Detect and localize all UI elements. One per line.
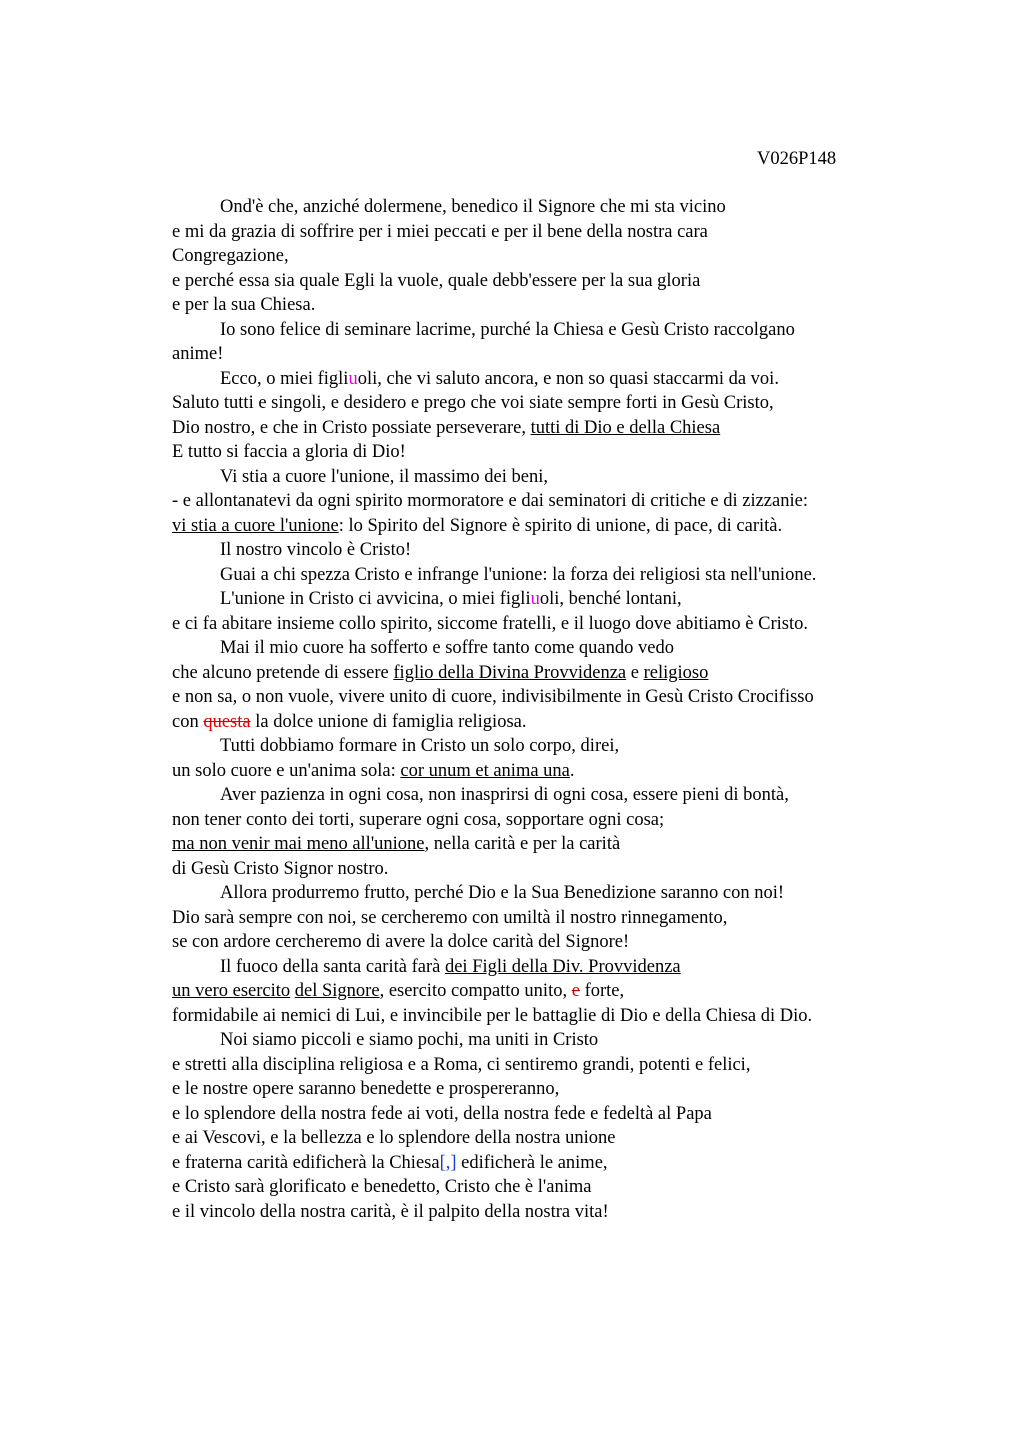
text-line [172,391,992,416]
text-line [172,342,992,367]
text-segment: Il fuoco della santa carità farà [220,956,445,977]
text-line [172,759,992,784]
underlined-text: vi stia a cuore l'unione [172,515,339,536]
text-segment: e per la sua Chiesa. [172,295,316,315]
text-line [172,269,992,294]
text-segment: oli, che vi saluto ancora, e non so quasi staccarmi da voi. [357,368,779,389]
inserted-punctuation: [,] [439,1152,457,1173]
text-segment: che alcuno pretende di essere [172,662,394,683]
text-segment: Congregazione, [172,246,289,266]
underlined-text: un vero esercito [172,981,291,1001]
text-segment: : lo Spirito del Signore è spirito di unione, di pace, di carità. [338,515,783,536]
text-segment: Guai a chi spezza Cristo e infrange l'unione: la forza dei religiosi sta nell'unione. [220,564,817,585]
text-segment: . [569,760,575,781]
text-segment: Saluto tutti e singoli, e desidero e prego che voi siate sempre forti in Gesù Cristo, [172,393,774,413]
text-line [172,612,992,637]
inserted-letter: u [348,368,358,389]
text-segment: Allora produrremo frutto, perché Dio e la Sua Benedizione saranno con noi! [220,883,785,903]
underlined-text: religioso [643,662,709,683]
deleted-text: e [571,981,580,1001]
text-line [172,1053,992,1078]
text-line [172,979,992,1004]
underlined-text: dei Figli della Div. Provvidenza [444,956,681,977]
text-line [172,220,992,245]
document-body [172,195,992,1224]
text-line [172,636,992,661]
text-line [172,318,992,343]
text-segment: Tutti dobbiamo formare in Cristo un solo corpo, direi, [220,736,620,756]
text-line [172,955,992,980]
inserted-letter: u [530,589,540,609]
text-segment: Dio nostro, e che in Cristo possiate perseverare, [172,417,531,438]
text-line [172,1175,992,1200]
text-segment: e ci fa abitare insieme collo spirito, siccome fratelli, e il luogo dove abitiamo è Cristo. [172,613,809,634]
text-segment: con [172,711,204,732]
text-segment: e le nostre opere saranno benedette e prospereranno, [172,1079,560,1099]
text-line [172,465,992,490]
text-segment: formidabile ai nemici di Lui, e invincibile per le battaglie di Dio e della Chiesa di Dio. [172,1005,813,1026]
text-line [172,538,992,563]
text-segment: e [626,662,644,683]
text-segment: e fraterna carità edificherà la Chiesa [172,1152,440,1173]
text-segment: Dio sarà sempre con noi, se cercheremo con umiltà il nostro rinnegamento, [172,907,728,928]
text-segment: Mai il mio cuore ha sofferto e soffre tanto come quando vedo [220,638,674,658]
page-id: V026P148 [757,149,837,169]
text-segment: e ai Vescovi, e la bellezza e lo splendore della nostra unione [172,1128,616,1148]
text-segment: L'unione in Cristo ci avvicina, o miei figli [220,589,531,609]
text-segment: la dolce unione di famiglia religiosa. [250,711,527,732]
underlined-text: figlio della Divina Provvidenza [393,662,627,683]
text-line [172,195,992,220]
text-segment: , esercito compatto unito, [379,981,572,1001]
text-segment: anime! [172,344,224,364]
text-line [172,587,992,612]
text-line [172,514,992,539]
text-line [172,1028,992,1053]
underlined-text: tutti di Dio e della Chiesa [530,417,721,438]
text-segment: e stretti alla disciplina religiosa e a Roma, ci sentiremo grandi, potenti e felici, [172,1054,751,1075]
text-segment: forte, [579,981,625,1001]
text-segment: e non sa, o non vuole, vivere unito di cuore, indivisibilmente in Gesù Cristo Crocifisso [172,687,814,707]
deleted-text: questa [203,711,251,732]
text-line [172,244,992,269]
text-segment: e lo splendore della nostra fede ai voti, della nostra fede e fedeltà al Papa [172,1103,712,1124]
text-segment: un solo cuore e un'anima sola: [172,760,401,781]
text-line [172,832,992,857]
text-segment: Il nostro vincolo è Cristo! [220,540,412,560]
text-line [172,1126,992,1151]
text-line [172,489,992,514]
text-segment: e mi da grazia di soffrire per i miei peccati e per il bene della nostra cara [172,221,708,242]
text-segment: edificherà le anime, [456,1152,608,1173]
text-line [172,563,992,588]
text-line [172,808,992,833]
text-segment: , nella carità e per la carità [424,834,621,854]
text-line [172,1200,992,1225]
text-line [172,710,992,735]
text-line [172,783,992,808]
text-segment: e Cristo sarà glorificato e benedetto, Cristo che è l'anima [172,1177,592,1197]
text-segment: e perché essa sia quale Egli la vuole, quale debb'essere per la sua gloria [172,270,701,291]
text-line [172,367,992,392]
text-line [172,416,992,441]
text-segment: se con ardore cercheremo di avere la dolce carità del Signore! [172,932,630,952]
underlined-text: cor unum et anima una [400,760,570,781]
text-line [172,293,992,318]
text-segment: E tutto si faccia a gloria di Dio! [172,442,406,462]
text-line [172,906,992,931]
text-segment: - e allontanatevi da ogni spirito mormoratore e dai seminatori di critiche e di zizzanie: [172,491,808,511]
text-line [172,440,992,465]
text-line [172,1077,992,1102]
text-line [172,857,992,882]
text-segment: non tener conto dei torti, superare ogni cosa, sopportare ogni cosa; [172,809,665,830]
text-segment: oli, benché lontani, [539,589,682,609]
underlined-text: del Signore [294,981,380,1001]
text-segment: e il vincolo della nostra carità, è il palpito della nostra vita! [172,1201,609,1222]
text-line [172,1102,992,1127]
text-line [172,734,992,759]
text-segment: Io sono felice di seminare lacrime, purché la Chiesa e Gesù Cristo raccolgano [220,319,795,340]
text-line [172,661,992,686]
text-segment: Ond'è che, anziché dolermene, benedico il Signore che mi sta vicino [220,197,726,217]
text-line [172,881,992,906]
underlined-text: ma non venir mai meno all'unione [172,834,425,854]
text-segment: Vi stia a cuore l'unione, il massimo dei beni, [220,466,548,487]
text-segment: Noi siamo piccoli e siamo pochi, ma uniti in Cristo [220,1030,599,1050]
text-segment: Ecco, o miei figli [220,368,349,389]
text-segment: di Gesù Cristo Signor nostro. [172,858,389,879]
text-line [172,685,992,710]
text-line [172,1151,992,1176]
text-line [172,930,992,955]
text-line [172,1004,992,1029]
text-segment: Aver pazienza in ogni cosa, non inasprirsi di ogni cosa, essere pieni di bontà, [220,785,789,805]
